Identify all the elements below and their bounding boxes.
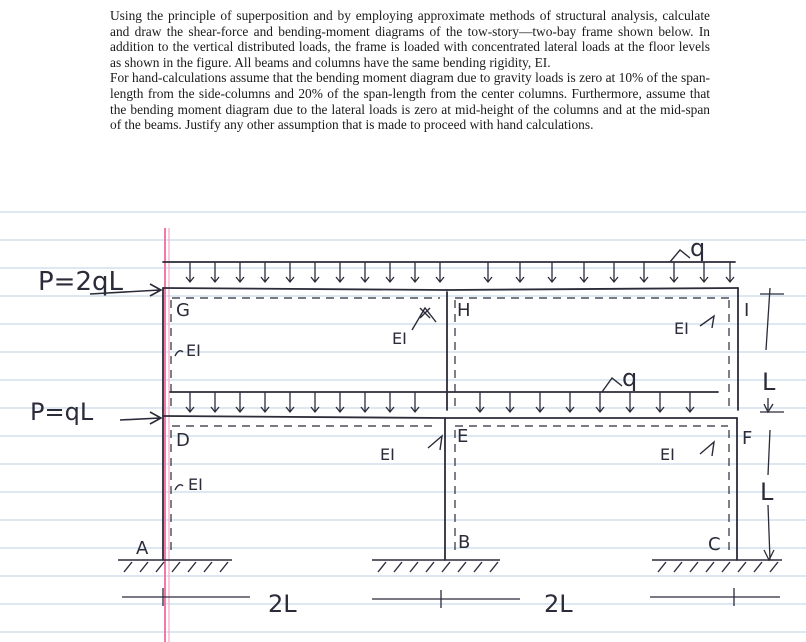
dashed-member-lines (171, 298, 730, 555)
problem-paragraph-2: For hand-calculations assume that the bending moment diagram due to gravity loads is zero at 10% of the span-length from the side-columns and 20% of the span-length from the center columns. Furthermore, assume that the bending moment diagram due to the lateral loads is zero at mid-height of the columns and at the mid-span of the beams. Justify any other assumption that is made to proceed with hand calculations. (110, 70, 710, 133)
ei-label-column-AD: EI (188, 475, 203, 494)
beam-GH (163, 288, 447, 290)
node-E-label: E (457, 426, 469, 447)
support-B-fixed (372, 560, 500, 572)
load-top-label: P=2qL (38, 267, 123, 297)
height-top-label: L (762, 368, 776, 396)
node-G-label: G (176, 300, 190, 321)
node-F-label: F (742, 428, 753, 449)
node-A-label: A (136, 538, 149, 559)
dist-load-mid-label: q (622, 364, 638, 392)
ei-label-beam-HI: EI (674, 319, 689, 338)
problem-paragraph-1: Using the principle of superposition and by employing approximate methods of structural analysis, calculate and draw the shear-force and bending-moment diagrams of the tow-story—two-bay frame shown below. In addition to the vertical distributed loads, the frame is loaded with concentrated lateral loads at the floor levels as shown in the figure. All beams and columns have the same bending rigidity, EI. (110, 8, 710, 70)
node-D-label: D (176, 430, 190, 451)
ei-label-beam-GH: EI (392, 329, 407, 348)
height-bottom-label: L (760, 478, 774, 506)
span-left-label: 2L (268, 590, 297, 618)
node-H-label: H (457, 300, 471, 321)
ei-label-column-DG: EI (186, 341, 201, 360)
load-mid-label: P=qL (30, 398, 94, 426)
support-A-fixed (118, 560, 232, 572)
support-C-fixed (652, 560, 782, 572)
dist-load-arrows-top (186, 262, 734, 282)
node-B-label: B (458, 532, 471, 553)
lateral-load-mid-arrow (120, 412, 161, 424)
node-I-label: I (744, 300, 750, 321)
ei-label-beam-DE: EI (380, 445, 395, 464)
node-C-label: C (708, 534, 721, 555)
span-right-label: 2L (544, 590, 573, 618)
beam-HI (447, 288, 738, 290)
dist-load-top-label: q (690, 234, 706, 262)
ei-label-beam-EF: EI (660, 445, 675, 464)
dist-load-arrows-mid (186, 392, 694, 412)
beam-DE (163, 416, 445, 418)
